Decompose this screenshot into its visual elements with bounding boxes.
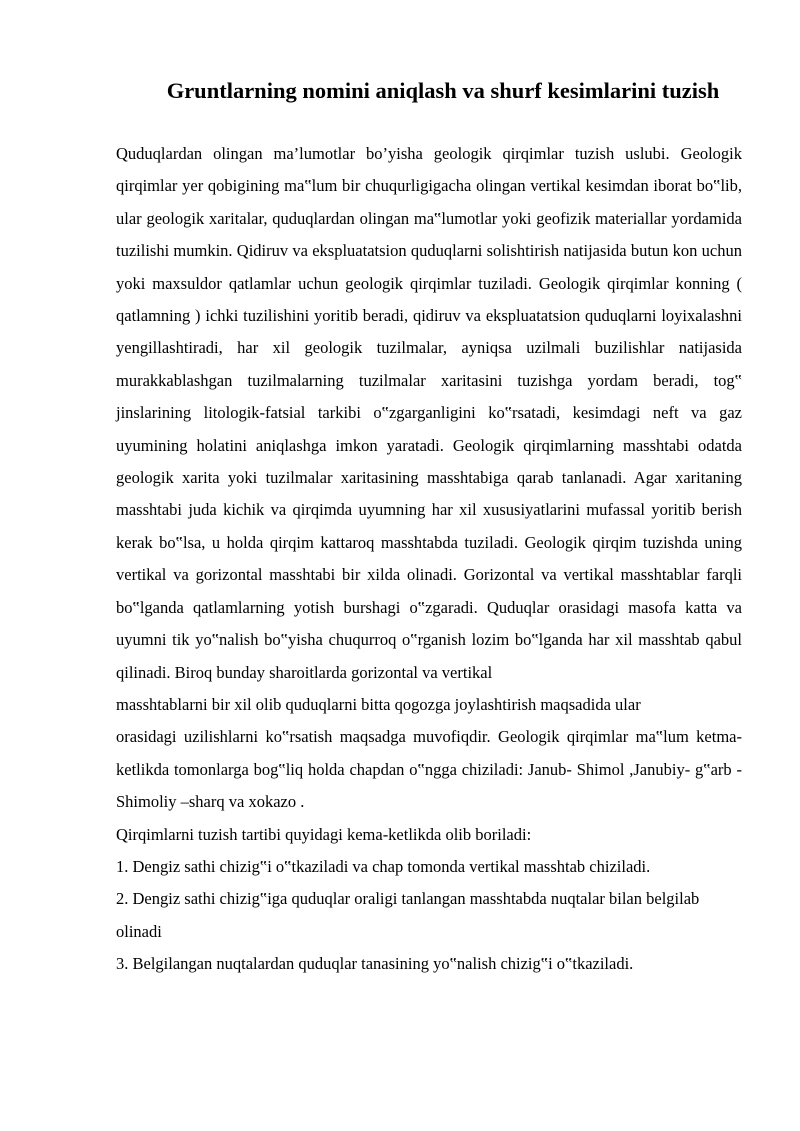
procedure-intro: Qirqimlarni tuzish tartibi quyidagi kema-ketlikda olib boriladi: [116,824,532,844]
paragraph-continued: orasidagi uzilishlarni ko‟rsatish maqsadga muvofiqdir. Geologik qirqimlar ma‟lum ketma-ketlikda tomonlarga bog‟liq holda chapdan o‟ngga chiziladi: Janub- Shimol ,Janubiy- g‟arb - Shimoliy –sharq va xokazo . [116,727,742,812]
paragraph-line: masshtablarni bir xil olib quduqlarni bitta qogozga joylashtirish maqsadida ular [116,694,641,714]
list-item: 1. Dengiz sathi chizig‟i o‟tkaziladi va chap tomonda vertikal masshtab chiziladi. [116,856,651,876]
page-title: Gruntlarning nomini aniqlash va shurf kesimlarini tuzish [166,78,720,103]
list-item: 2. Dengiz sathi chizig‟iga quduqlar oraligi tanlangan masshtabda nuqtalar bilan belgilab olinadi [116,889,700,941]
document-page [116,0,742,981]
list-item: 3. Belgilangan nuqtalardan quduqlar tanasining yo‟nalish chizig‟i o‟tkaziladi. [116,954,634,974]
paragraph-main: Quduqlardan olingan ma’lumotlar bo’yisha geologik qirqimlar tuzish uslubi. Geologik qirqimlar yer qobigining ma‟lum bir chuqurligigacha olingan vertikal kesimdan iborat bo‟lib, ular geologik xaritalar, quduqlardan olingan ma‟lumotlar yoki geofizik materiallar yordamida tuzilishi mumkin. Qidiruv va ekspluatatsion quduqlarni solishtirish natijasida butun kon uchun yoki maxsuldor qatlamlar uchun geologik qirqimlar tuziladi. Geologik qirqimlar konning ( qatlamning ) ichki tuzilishini yoritib beradi, qidiruv va ekspluatatsion quduqlarni loyixalashni yengillashtiradi, har xil geologik tuzilmalar, ayniqsa uzilmali buzilishlar natijasida murakkablashgan tuzilmalarning tuzilmalar xaritasini tuzishga yordam beradi, tog‟ jinslarining litologik-fatsial tarkibi o‟zgarganligini ko‟rsatadi, kesimdagi neft va gaz uyumining holatini aniqlashga imkon yaratadi. Geologik qirqimlarning masshtabi odatda geologik xarita yoki tuzilmalar xaritasining masshtabiga qarab tanlanadi. Agar xaritaning masshtabi juda kichik va qirqimda uyumning har xil xususiyatlarini mufassal yoritib berish kerak bo‟lsa, u holda qirqim kattaroq masshtabda tuziladi. Geologik qirqim tuzishda uning vertikal va gorizontal masshtabi bir xilda olinadi. Gorizontal va vertikal masshtablar farqli bo‟lganda qatlamlarning yotish burshagi o‟zgaradi. Quduqlar orasidagi masofa katta va uyumni tik yo‟nalish bo‟yisha chuqurroq o‟rganish lozim bo‟lganda har xil masshtab qabul qilinadi. Biroq bunday sharoitlarda gorizontal va vertikal [116,144,742,682]
